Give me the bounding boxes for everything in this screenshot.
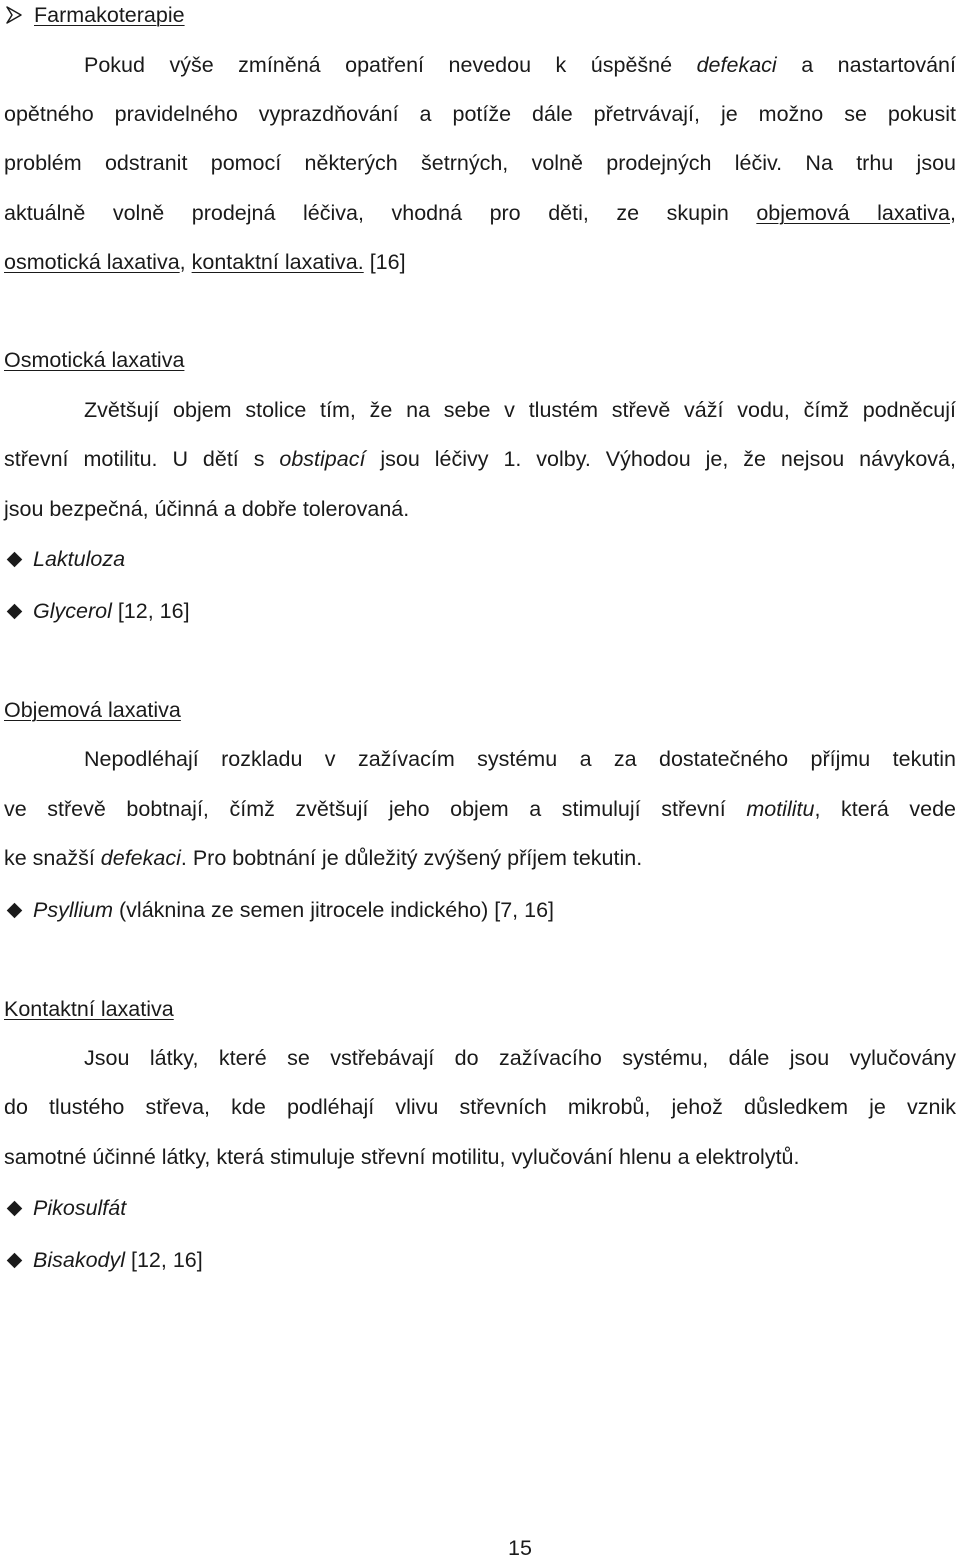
- osmotic-line-1: Zvětšují objem stolice tím, že na sebe v tlustém střevě váží vodu, čímž podněcují: [84, 398, 956, 422]
- bulk-heading: Objemová laxativa: [4, 698, 181, 722]
- drug-description: (vláknina ze semen jitrocele indického) [7, 16]: [113, 898, 555, 922]
- intro-text: aktuálně volně prodejná léčiva, vhodná pro děti, ze skupin: [4, 201, 729, 225]
- list-item-laktuloza: [4, 544, 125, 574]
- bulk-line-3: [4, 843, 956, 873]
- intro-line-1: [84, 50, 956, 80]
- citation: [16]: [363, 250, 406, 274]
- bulk-text: ve střevě bobtnají, čímž zvětšují jeho objem a stimulují střevní: [4, 797, 726, 821]
- citation: [12, 16]: [125, 1248, 203, 1272]
- drug-name: Laktuloza: [33, 547, 126, 571]
- bulk-line-1: Nepodléhají rozkladu v zažívacím systému a za dostatečného příjmu tekutin: [84, 747, 956, 771]
- diamond-bullet-icon: [7, 902, 23, 918]
- list-item-glycerol: [4, 596, 190, 626]
- contact-line-2: do tlustého střeva, kde podléhají vlivu střevních mikrobů, jehož důsledkem je vznik: [4, 1095, 956, 1119]
- drug-name: Psyllium: [33, 898, 114, 922]
- contact-line-3: samotné účinné látky, která stimuluje střevní motilitu, vylučování hlenu a elektrolytů.: [4, 1145, 800, 1169]
- bulk-text: , která vede: [814, 797, 956, 821]
- list-item-pikosulfat: [4, 1193, 126, 1223]
- chevron-right-arrow-icon: [4, 4, 26, 26]
- list-item-bisakodyl: [4, 1245, 203, 1275]
- link-kontaktni-laxativa[interactable]: kontaktní laxativa.: [191, 250, 364, 274]
- bulk-line-2: [4, 794, 956, 824]
- bulk-term-defekace: defekaci: [100, 846, 181, 870]
- bulk-text: ke snažší: [4, 846, 101, 870]
- citation: [12, 16]: [111, 599, 190, 623]
- diamond-bullet-icon: [7, 1252, 23, 1268]
- intro-line-3: problém odstranit pomocí některých šetrných, volně prodejných léčiv. Na trhu jsou: [4, 151, 956, 175]
- osmotic-heading: Osmotická laxativa: [4, 348, 185, 372]
- intro-text: Pokud výše zmíněná opatření nevedou k úspěšné: [84, 53, 673, 77]
- osmotic-term-obstipace: obstipací: [279, 447, 366, 471]
- drug-name: Bisakodyl: [33, 1248, 126, 1272]
- section-title: Farmakoterapie: [34, 3, 185, 27]
- separator: ,: [179, 250, 192, 274]
- intro-line-4: [4, 198, 956, 228]
- comma: ,: [950, 201, 956, 225]
- section-heading: [4, 0, 185, 30]
- list-item-psyllium: [4, 895, 554, 925]
- intro-text: a nastartování: [801, 53, 956, 77]
- intro-term-defekace: defekaci: [696, 53, 777, 77]
- link-objemova-laxativa[interactable]: objemová laxativa: [756, 201, 950, 225]
- diamond-bullet-icon: [7, 1200, 23, 1216]
- contact-heading: Kontaktní laxativa: [4, 997, 174, 1021]
- bulk-term-motilita: motilitu: [746, 797, 815, 821]
- osmotic-line-3: jsou bezpečná, účinná a dobře tolerovaná.: [4, 497, 410, 521]
- diamond-bullet-icon: [7, 551, 23, 567]
- bulk-text: . Pro bobtnání je důležitý zvýšený příjem tekutin.: [180, 846, 643, 870]
- intro-line-5: [4, 247, 956, 277]
- osmotic-line-2: [4, 444, 956, 474]
- drug-name: Glycerol: [33, 599, 112, 623]
- diamond-bullet-icon: [7, 603, 23, 619]
- osmotic-text: střevní motilitu. U dětí s: [4, 447, 265, 471]
- page-number: 15: [508, 1536, 532, 1560]
- contact-line-1: Jsou látky, které se vstřebávají do zažívacího systému, dále jsou vylučovány: [84, 1046, 956, 1070]
- intro-line-2: opětného pravidelného vyprazdňování a potíže dále přetrvávají, je možno se pokusit: [4, 102, 956, 126]
- link-osmoticka-laxativa[interactable]: osmotická laxativa: [4, 250, 180, 274]
- drug-name: Pikosulfát: [33, 1196, 127, 1220]
- osmotic-text: jsou léčivy 1. volby. Výhodou je, že nejsou návyková,: [380, 447, 956, 471]
